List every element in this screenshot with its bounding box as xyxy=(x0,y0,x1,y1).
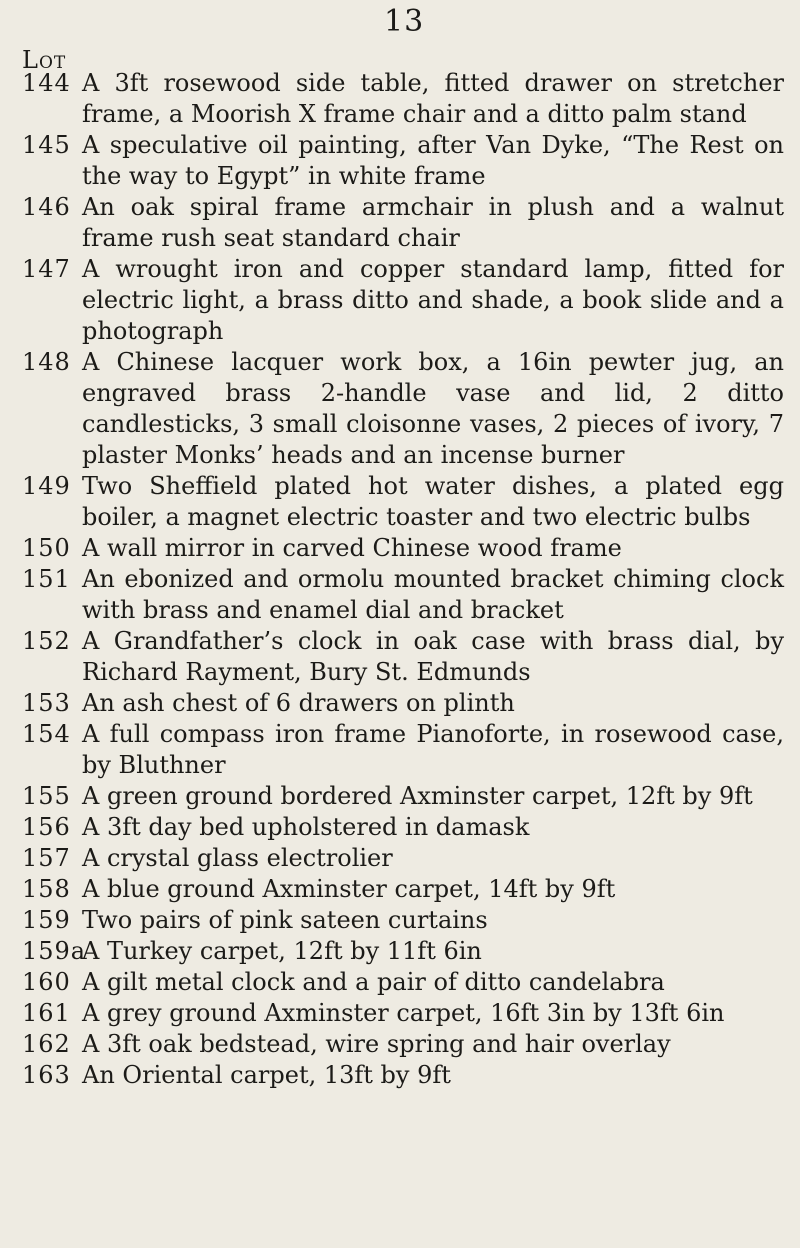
lot-description: An ebonized and ormolu mounted bracket chiming clock with brass and enamel dial and bracket xyxy=(82,565,784,624)
lot-number: 149 xyxy=(22,472,71,500)
lot-entry xyxy=(22,192,792,254)
lot-number: 145 xyxy=(22,131,71,159)
lot-entry xyxy=(22,936,792,967)
lot-number: 147 xyxy=(22,255,71,283)
lot-entry xyxy=(22,998,792,1029)
lot-number: 158 xyxy=(22,875,71,903)
lot-entry xyxy=(22,533,792,564)
lot-description: A blue ground Axminster carpet, 14ft by 9ft xyxy=(82,875,616,903)
lot-number: 156 xyxy=(22,813,71,841)
lot-entry xyxy=(22,874,792,905)
lot-entry xyxy=(22,68,792,130)
lot-description: A green ground bordered Axminster carpet, 12ft by 9ft xyxy=(82,782,753,810)
lot-number: 159 xyxy=(22,906,71,934)
lot-entry xyxy=(22,347,792,471)
lot-description: An oak spiral frame armchair in plush and a walnut frame rush seat standard chair xyxy=(82,193,784,252)
lot-entry xyxy=(22,254,792,347)
lot-entry xyxy=(22,905,792,936)
lot-entry xyxy=(22,1060,792,1091)
lot-number: 144 xyxy=(22,69,71,97)
lot-description: A Chinese lacquer work box, a 16in pewter jug, an engraved brass 2-handle vase and lid, 2 ditto candlesticks, 3 small cloisonne vases, 2 pieces of ivory, 7 plaster Monks’ heads and an incense burner xyxy=(82,348,784,469)
lot-description: A wall mirror in carved Chinese wood frame xyxy=(82,534,622,562)
lot-entry xyxy=(22,130,792,192)
lot-entry xyxy=(22,688,792,719)
lot-description: A wrought iron and copper standard lamp, fitted for electric light, a brass ditto and shade, a book slide and a photograph xyxy=(82,255,784,345)
lot-number: 153 xyxy=(22,689,71,717)
lot-description: A Grandfather’s clock in oak case with brass dial, by Richard Rayment, Bury St. Edmunds xyxy=(82,627,784,686)
lot-entry xyxy=(22,564,792,626)
lot-number: 162 xyxy=(22,1030,71,1058)
lot-description: A 3ft day bed upholstered in damask xyxy=(82,813,530,841)
lot-number: 155 xyxy=(22,782,71,810)
page-number: 13 xyxy=(384,4,425,39)
lot-number: 152 xyxy=(22,627,71,655)
lot-entry xyxy=(22,781,792,812)
lot-number: 148 xyxy=(22,348,71,376)
lot-entry xyxy=(22,471,792,533)
lot-entry xyxy=(22,1029,792,1060)
lot-number: 160 xyxy=(22,968,71,996)
lot-description: A 3ft rosewood side table, fitted drawer on stretcher frame, a Moorish X frame chair and a ditto palm stand xyxy=(82,69,784,128)
lot-description: A crystal glass electrolier xyxy=(82,844,393,872)
lot-description: A speculative oil painting, after Van Dyke, “The Rest on the way to Egypt” in white frame xyxy=(82,131,784,190)
lot-column-header: Lot xyxy=(22,46,67,74)
lot-description: An Oriental carpet, 13ft by 9ft xyxy=(82,1061,451,1089)
lot-entry xyxy=(22,967,792,998)
lot-entry xyxy=(22,719,792,781)
lot-number: 161 xyxy=(22,999,71,1027)
lot-number: 159a xyxy=(22,937,87,965)
lot-number: 151 xyxy=(22,565,71,593)
lot-description: A grey ground Axminster carpet, 16ft 3in by 13ft 6in xyxy=(82,999,725,1027)
lot-description: A Turkey carpet, 12ft by 11ft 6in xyxy=(82,937,482,965)
lot-number: 146 xyxy=(22,193,71,221)
lot-list xyxy=(22,68,792,1091)
lot-description: A 3ft oak bedstead, wire spring and hair overlay xyxy=(82,1030,671,1058)
lot-number: 157 xyxy=(22,844,71,872)
lot-number: 163 xyxy=(22,1061,71,1089)
lot-description: A gilt metal clock and a pair of ditto candelabra xyxy=(82,968,665,996)
lot-description: Two pairs of pink sateen curtains xyxy=(82,906,488,934)
lot-entry xyxy=(22,812,792,843)
lot-description: Two Sheffield plated hot water dishes, a plated egg boiler, a magnet electric toaster and two electric bulbs xyxy=(82,472,784,531)
lot-number: 150 xyxy=(22,534,71,562)
lot-description: An ash chest of 6 drawers on plinth xyxy=(82,689,515,717)
lot-entry xyxy=(22,843,792,874)
lot-number: 154 xyxy=(22,720,71,748)
lot-description: A full compass iron frame Pianoforte, in rosewood case, by Bluthner xyxy=(82,720,784,779)
lot-entry xyxy=(22,626,792,688)
